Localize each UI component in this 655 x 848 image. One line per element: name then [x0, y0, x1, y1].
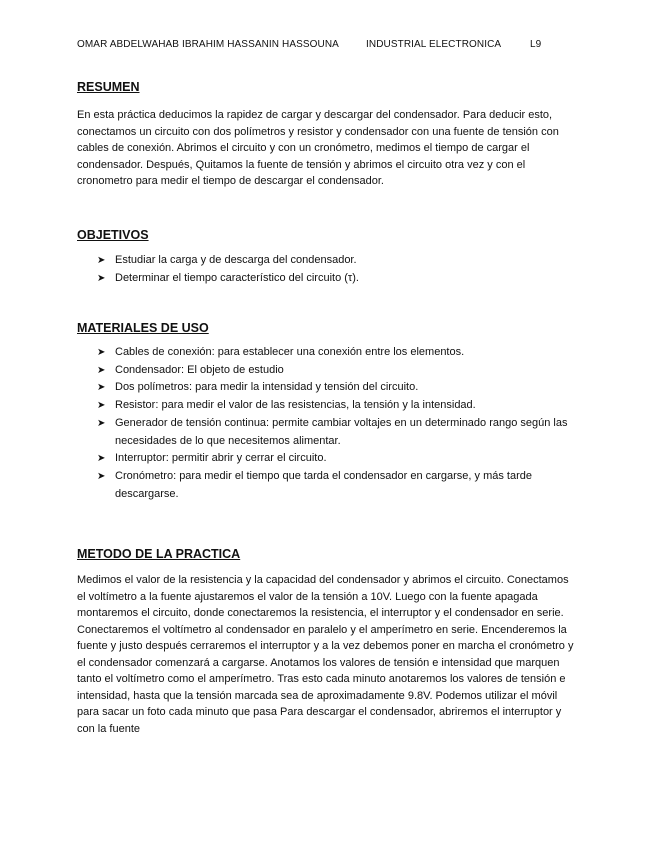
paragraph-resumen: En esta práctica deducimos la rapidez de cargar y descargar del condensador. Para deducir esto, conectamos un circuito con dos polímetros y resistor y condensador con una fuente de tensión con cables de conexión. Abrimos el circuito y con un cronómetro, medimos el tiempo de cargar el condensador. Después, Quitamos la fuente de tensión y abrimos el circuito otra vez y con el cronometro para medir el tiempo de descargar el condensador.	[77, 109, 559, 187]
heading-materiales: MATERIALES DE USO	[77, 321, 209, 335]
list-item: ➤ Cronómetro: para medir el tiempo que tarda el condensador en cargarse, y más tarde descargarse.	[97, 469, 532, 500]
section-resumen	[77, 79, 577, 190]
list-materiales	[77, 344, 577, 503]
list-item: ➤ Generador de tensión continua: permite cambiar voltajes en un determinado rango según las necesidades de lo que necesitemos alimentar.	[97, 416, 568, 447]
section-metodo	[77, 546, 577, 744]
arrow-bullet-icon: ➤	[97, 255, 106, 266]
list-objetivos	[77, 252, 577, 287]
heading-objetivos: OBJETIVOS	[77, 228, 149, 242]
paragraph-metodo: Medimos el valor de la resistencia y la capacidad del condensador y abrimos el circuito. Conectamos el voltímetro a la fuente ajustaremos el valor de la tensión a 10V. Luego con la fuente apagada montaremos el circuito, donde conectaremos la resistencia, el interruptor y el condensador en serie. Conectaremos el voltímetro al condensador en paralelo y el amperímetro en serie. Encenderemos la fuente y justo después cerraremos el interruptor y a la vez debemos poner en marcha el cronómetro y el condensador comenzará a cargarse. Anotamos los valores de tensión e intensidad que marquen tanto el voltímetro como el amperímetro. Tras esto cada minuto anotaremos los valores de tensión e intensidad, hasta que la tensión marcada sea de aproximadamente 9.8V. Podemos utilizar el móvil para sacar un foto cada minuto que pasa Para descargar el condensador, abriremos el interruptor y con la fuente	[77, 574, 574, 735]
section-objetivos	[77, 227, 577, 287]
header-code: L9	[530, 39, 542, 50]
arrow-bullet-icon: ➤	[97, 400, 106, 412]
arrow-bullet-icon: ➤	[97, 470, 106, 482]
list-item: ➤ Cables de conexión: para establecer una conexión entre los elementos.	[77, 344, 577, 362]
list-item: ➤ Resistor: para medir el valor de las resistencias, la tensión y la intensidad.	[77, 397, 577, 415]
list-item: ➤ Estudiar la carga y de descarga del condensador.	[77, 252, 577, 270]
arrow-bullet-icon: ➤	[97, 417, 106, 429]
arrow-bullet-icon: ➤	[97, 382, 106, 394]
heading-resumen: RESUMEN	[77, 80, 140, 94]
list-item: ➤ Interruptor: permitir abrir y cerrar el circuito.	[77, 450, 577, 468]
arrow-bullet-icon: ➤	[97, 347, 106, 358]
section-materiales	[77, 320, 577, 503]
arrow-bullet-icon: ➤	[97, 453, 106, 465]
arrow-bullet-icon: ➤	[97, 272, 106, 284]
arrow-bullet-icon: ➤	[97, 364, 106, 376]
heading-metodo: METODO DE LA PRACTICA	[77, 547, 241, 561]
list-item: ➤ Dos polímetros: para medir la intensidad y tensión del circuito.	[77, 379, 577, 397]
header-author: OMAR ABDELWAHAB IBRAHIM HASSANIN HASSOUNA	[77, 39, 339, 50]
list-item: ➤ Condensador: El objeto de estudio	[77, 362, 577, 380]
list-item: ➤ Determinar el tiempo característico del circuito (τ).	[77, 270, 577, 288]
header-subject: INDUSTRIAL ELECTRONICA	[366, 39, 502, 50]
